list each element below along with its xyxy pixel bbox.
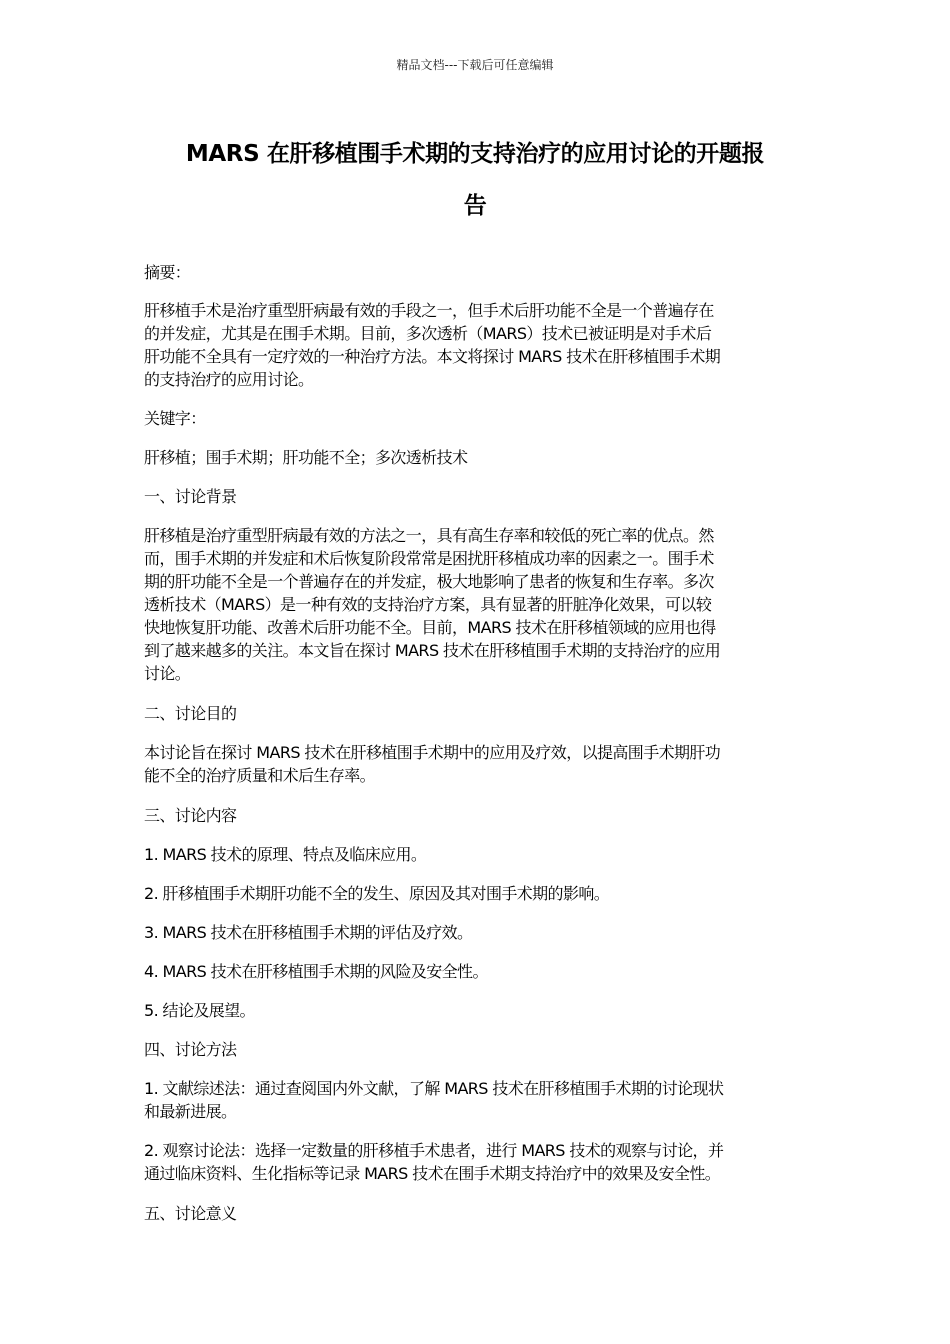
background-line: 期的肝功能不全是一个普遍存在的并发症，极大地影响了患者的恢复和生存率。多次 — [144, 572, 714, 591]
purpose-line: 能不全的治疗质量和术后生存率。 — [144, 766, 376, 785]
abstract-line: 的支持治疗的应用讨论。 — [144, 370, 314, 389]
section-heading-methods: 四、讨论方法 — [144, 1040, 237, 1059]
background-paragraph — [144, 524, 806, 685]
purpose-paragraph — [144, 741, 806, 787]
keywords-heading: 关键字： — [144, 409, 206, 428]
method-line: 2. 观察讨论法：选择一定数量的肝移植手术患者，进行 MARS 技术的观察与讨论，并 — [144, 1141, 724, 1160]
background-line: 讨论。 — [144, 664, 191, 683]
header-note: 精品文档---下载后可任意编辑 — [396, 58, 554, 72]
content-item: 2. 肝移植围手术期肝功能不全的发生、原因及其对围手术期的影响。 — [144, 884, 610, 903]
background-line: 肝移植是治疗重型肝病最有效的方法之一，具有高生存率和较低的死亡率的优点。然 — [144, 526, 714, 545]
section-heading-content: 三、讨论内容 — [144, 806, 237, 825]
abstract-line: 肝移植手术是治疗重型肝病最有效的手段之一，但手术后肝功能不全是一个普遍存在 — [144, 301, 714, 320]
abstract-line: 的并发症，尤其是在围手术期。目前，多次透析（MARS）技术已被证明是对手术后 — [144, 324, 712, 343]
abstract-line: 肝功能不全具有一定疗效的一种治疗方法。本文将探讨 MARS 技术在肝移植围手术期 — [144, 347, 721, 366]
purpose-line: 本讨论旨在探讨 MARS 技术在肝移植围手术期中的应用及疗效，以提高围手术期肝功 — [144, 743, 721, 762]
background-line: 快地恢复肝功能、改善术后肝功能不全。目前，MARS 技术在肝移植领域的应用也得 — [144, 618, 716, 637]
method-item-literature — [144, 1077, 806, 1123]
abstract-heading: 摘要： — [144, 263, 191, 282]
abstract-paragraph — [144, 299, 806, 391]
content-item: 5. 结论及展望。 — [144, 1001, 255, 1020]
method-line: 通过临床资料、生化指标等记录 MARS 技术在围手术期支持治疗中的效果及安全性。 — [144, 1164, 721, 1183]
background-line: 而，围手术期的并发症和术后恢复阶段常常是困扰肝移植成功率的因素之一。围手术 — [144, 549, 714, 568]
content-item: 1. MARS 技术的原理、特点及临床应用。 — [144, 845, 427, 864]
content-item: 3. MARS 技术在肝移植围手术期的评估及疗效。 — [144, 923, 473, 942]
background-line: 透析技术（MARS）是一种有效的支持治疗方案，具有显著的肝脏净化效果，可以较 — [144, 595, 712, 614]
method-line: 1. 文献综述法：通过查阅国内外文献，了解 MARS 技术在肝移植围手术期的讨论现状 — [144, 1079, 724, 1098]
background-line: 到了越来越多的关注。本文旨在探讨 MARS 技术在肝移植围手术期的支持治疗的应用 — [144, 641, 721, 660]
method-item-observation — [144, 1139, 806, 1185]
keywords-text: 肝移植；围手术期；肝功能不全；多次透析技术 — [144, 448, 468, 467]
section-heading-background: 一、讨论背景 — [144, 487, 237, 506]
section-heading-purpose: 二、讨论目的 — [144, 704, 237, 723]
method-line: 和最新进展。 — [144, 1102, 237, 1121]
content-item: 4. MARS 技术在肝移植围手术期的风险及安全性。 — [144, 962, 488, 981]
section-heading-significance: 五、讨论意义 — [144, 1204, 237, 1223]
document-title: MARS 在肝移植围手术期的支持治疗的应用讨论的开题报 — [185, 141, 765, 167]
document-title-continued: 告 — [463, 193, 487, 219]
